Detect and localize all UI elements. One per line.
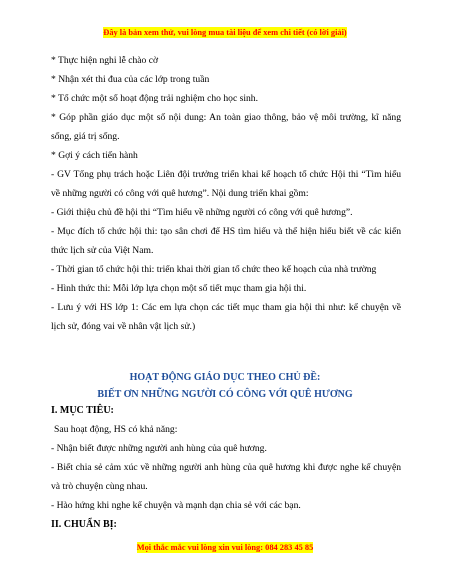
paragraph: * Thực hiện nghi lễ chào cờ	[51, 55, 159, 66]
paragraph: * Nhận xét thi đua của các lớp trong tuần	[51, 74, 210, 85]
paragraph: * Tổ chức một số hoạt động trải nghiệm cho học sinh.	[51, 93, 258, 104]
paragraph: - Giới thiệu chủ đề hội thi “Tìm hiểu về những người có công với quê hương”.	[51, 207, 353, 218]
paragraph: - Hào hứng khi nghe kể chuyện và mạnh dạn chia sẻ với các bạn.	[51, 500, 301, 511]
topic-title: BIẾT ƠN NHỮNG NGƯỜI CÓ CÔNG VỚI QUÊ HƯƠNG	[97, 389, 353, 400]
preview-banner-text: Đây là bản xem thử, vui lòng mua tài liệu để xem chi tiết (có lời giải)	[103, 28, 347, 37]
paragraph: * Góp phần giáo dục một số nội dung: An toàn giao thông, bảo vệ môi trường, kĩ năng sống, giá trị sống.	[51, 112, 401, 142]
paragraph: - Nhận biết được những người anh hùng của quê hương.	[51, 443, 267, 454]
section-heading-objectives: I. MỤC TIÊU:	[51, 405, 114, 416]
paragraph: - Hình thức thi: Mỗi lớp lựa chọn một số tiết mục tham gia hội thi.	[51, 283, 307, 294]
paragraph: * Gợi ý cách tiến hành	[51, 150, 138, 161]
paragraph: Sau hoạt động, HS có khả năng:	[54, 424, 178, 435]
objectives-section	[51, 401, 401, 534]
topic-heading: HOẠT ĐỘNG GIÁO DỤC THEO CHỦ ĐỀ:	[129, 372, 321, 383]
activity-instructions	[51, 51, 401, 336]
paragraph: - Mục đích tổ chức hội thi: tạo sân chơi để HS tìm hiểu và thể hiện hiểu biết về các kiến thức lịch sử của Việt Nam.	[51, 226, 401, 256]
paragraph: - Lưu ý với HS lớp 1: Các em lựa chọn các tiết mục tham gia hội thi như: kể chuyện về lịch sử, đóng vai về nhân vật lịch sử.)	[51, 302, 401, 332]
contact-banner	[0, 537, 450, 555]
preview-banner	[0, 22, 450, 40]
contact-banner-text: Mọi thắc mắc vui lòng xin vui lòng: 084 283 45 85	[136, 543, 314, 552]
paragraph: - Thời gian tổ chức hội thi: triển khai thời gian tổ chức theo kế hoạch của nhà trường	[51, 264, 377, 275]
paragraph: - Biết chia sẻ cảm xúc về những người anh hùng của quê hương khi được nghe kể chuyện và trò chuyện cùng nhau.	[51, 462, 401, 492]
section-heading-preparation: II. CHUẨN BỊ:	[51, 519, 117, 530]
paragraph: - GV Tổng phụ trách hoặc Liên đội trưởng triển khai kế hoạch tổ chức Hội thi “Tìm hiểu về những người có công với quê hương”. Nội dung triển khai gồm:	[51, 169, 401, 199]
